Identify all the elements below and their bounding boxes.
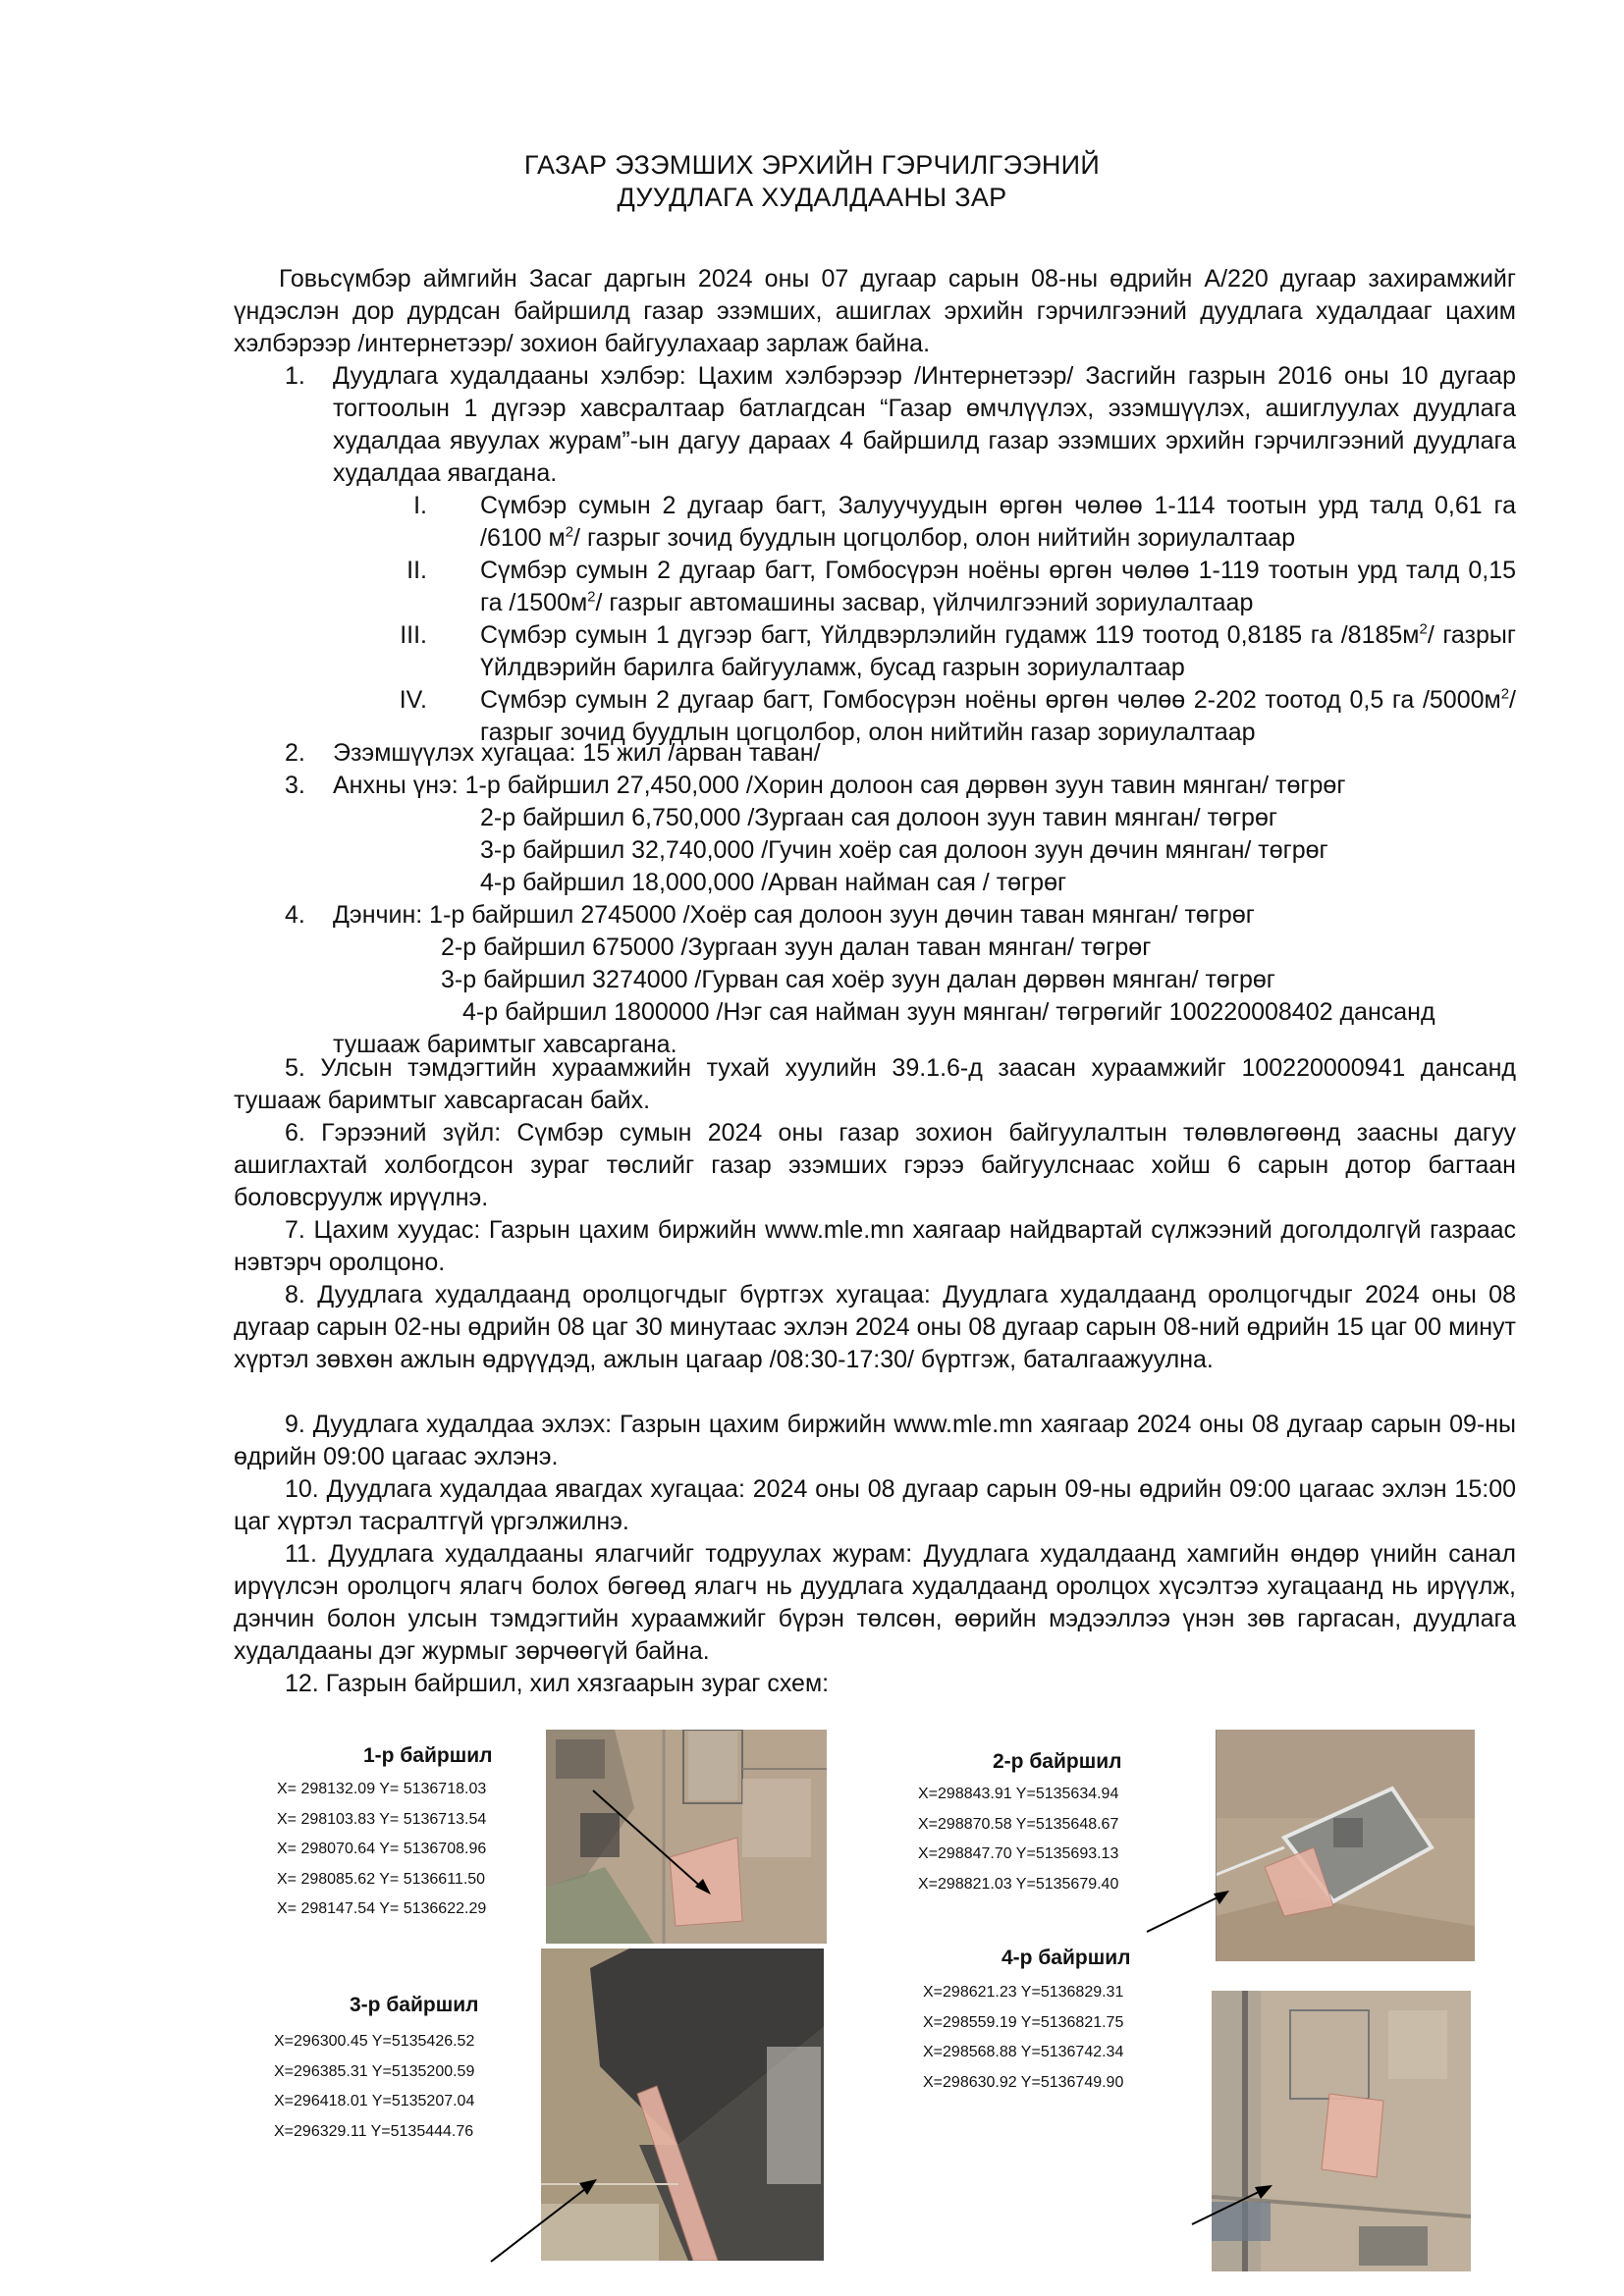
sub-3-number: III. xyxy=(400,621,427,649)
item-5-text: 5. Улсын тэмдэгтийн хураамжийн тухай хуулийн 39.1.6-д заасан хураамжийг 100220000941 дансанд тушааж баримтыг хавсаргасан байх. xyxy=(234,1054,1516,1114)
sub-1-text: Сүмбэр сумын 2 дугаар багт, Залуучуудын өргөн чөлөө 1-114 тоотын урд талд 0,61 га /6100 $м^2/$ газрыг зочид буудлын цогцолбор, олон нийтийн зориулалтаар xyxy=(480,492,1516,552)
coordinate: X=298559.19 Y=5136821.75 xyxy=(923,2013,1124,2031)
item-3-line-4: 4-р байршил 18,000,000 /Арван найман сая / төгрөг xyxy=(480,869,1067,896)
item-4-number: 4. xyxy=(285,901,305,929)
item-4-line-1: Дэнчин: 1-р байршил 2745000 /Хоёр сая долоон зуун дөчин таван мянган/ төгрөг xyxy=(333,901,1255,929)
item-4-line-4: 4-р байршил 1800000 /Нэг сая найман зуун мянган/ төгрөгийг 100220008402 дансанд xyxy=(462,998,1435,1026)
coordinate: X=298870.58 Y=5135648.67 xyxy=(918,1815,1119,1833)
location-3-coords xyxy=(274,2027,474,2147)
location-1-title: 1-р байршил xyxy=(363,1744,493,1767)
sub-2-text: Сүмбэр сумын 2 дугаар багт, Гомбосүрэн ноёны өргөн чөлөө 1-119 тоотын урд талд 0,15 га $/1500м^2/$ газрыг автомашины засвар, үйлчилгээний зориулалтаар xyxy=(480,557,1516,616)
item-3-line-2: 2-р байршил 6,750,000 /Зургаан сая долоон зуун тавин мянган/ төгрөг xyxy=(480,804,1277,831)
sub-4-number: IV. xyxy=(399,686,427,714)
coordinate: X= 298103.83 Y= 5136713.54 xyxy=(277,1810,487,1828)
item-8-text: 8. Дуудлага худалдаанд оролцогчдыг бүртгэх хугацаа: Дуудлага худалдаанд оролцогчдыг 2024 оны 08 дугаар сарын 02-ны өдрийн 08 цаг 30 минутаас эхлэн 2024 оны 08 дугаар сарын 08-ний өдрийн 15 цаг 00 минут хүртэл зөвхөн ажлын өдрүүдэд, ажлын цагаар /08:30-17:30/ бүртгэж, баталгаажуулна. xyxy=(234,1281,1516,1373)
item-7-text: 7. Цахим хуудас: Газрын цахим биржийн www.mle.mn хаягаар найдвартай сүлжээний доголдолгүй газраас нэвтэрч оролцоно. xyxy=(234,1216,1516,1276)
location-1-coords xyxy=(277,1775,486,1925)
location-3-title: 3-р байршил xyxy=(350,1994,479,2016)
title-line-2: ДУУДЛАГА ХУДАЛДААНЫ ЗАР xyxy=(617,183,1007,212)
item-9-text: 9. Дуудлага худалдаа эхлэх: Газрын цахим биржийн www.mle.mn хаягаар 2024 оны 08 дугаар сарын 09-ны өдрийн 09:00 цагаас эхлэнэ. xyxy=(234,1411,1516,1470)
item-3-line-3: 3-р байршил 32,740,000 /Гучин хоёр сая долоон зуун дөчин мянган/ төгрөг xyxy=(480,836,1328,864)
title-line-1: ГАЗАР ЭЗЭМШИХ ЭРХИЙН ГЭРЧИЛГЭЭНИЙ xyxy=(523,150,1101,180)
location-4-coords xyxy=(923,1978,1123,2098)
item-2-number: 2. xyxy=(285,739,305,767)
location-3-arrow xyxy=(489,2177,601,2264)
coordinate: X= 298085.62 Y= 5136611.50 xyxy=(277,1870,486,1888)
coordinate: X=296385.31 Y=5135200.59 xyxy=(274,2062,475,2080)
location-2-title: 2-р байршил xyxy=(993,1750,1122,1773)
sub-2-number: II. xyxy=(406,557,427,584)
item-4-line-2: 2-р байршил 675000 /Зургаан зуун далан таван мянган/ төгрөг xyxy=(441,934,1152,961)
intro-paragraph: Говьсүмбэр аймгийн Засаг даргын 2024 оны 07 дугаар сарын 08-ны өдрийн А/220 дугаар захирамжийг үндэслэн дор дурдсан байршилд газар эзэмших, ашиглах эрхийн гэрчилгээний дуудлага худалдааг цахим хэлбэрээр /интернетээр/ зохион байгуулахаар зарлаж байна. xyxy=(234,265,1516,357)
coordinate: X= 298070.64 Y= 5136708.96 xyxy=(277,1841,487,1857)
item-4-line-5: тушааж баримтыг хавсаргана. xyxy=(333,1031,677,1058)
location-4-arrow xyxy=(1190,2183,1274,2226)
location-4-map-image xyxy=(1212,1991,1471,2271)
coordinate: X=298630.92 Y=5136749.90 xyxy=(923,2073,1124,2091)
coordinate: X=298621.23 Y=5136829.31 xyxy=(923,1984,1124,2001)
location-2-coords xyxy=(918,1780,1118,1899)
coordinate: X=298847.70 Y=5135693.13 xyxy=(918,1845,1119,1862)
item-3-line-1: Анхны үнэ: 1-р байршил 27,450,000 /Хорин долоон сая дөрвөн зуун тавин мянган/ төгрөг xyxy=(333,772,1346,799)
sub-3-text: Сүмбэр сумын 1 дүгээр багт, Үйлдвэрлэлийн гудамж 119 тоотод 0,8185 га $/8185м^2/$ газрыг Үйлдвэрийн барилга байгууламж, бусад газрын зориулалтаар xyxy=(480,620,1516,681)
coordinate: X=298843.91 Y=5135634.94 xyxy=(918,1786,1119,1802)
item-4-line-3: 3-р байршил 3274000 /Гурван сая хоёр зуун далан дөрвөн мянган/ төгрөг xyxy=(441,966,1275,993)
coordinate: X=296418.01 Y=5135207.04 xyxy=(274,2093,475,2109)
page-title xyxy=(0,149,1624,214)
item-1-text: Дуудлага худалдааны хэлбэр: Цахим хэлбэрээр /Интернетээр/ Засгийн газрын 2016 оны 10 дугаар тогтоолын 1 дүгээр хавсралтаар батлагдсан “Газар өмчлүүлэх, эзэмшүүлэх, ашиглуулах дуудлага худалдаа явуулах журам”-ын дагуу дараах 4 байршилд газар эзэмших эрхийн гэрчилгээний дуудлага худалдаа явагдана. xyxy=(333,362,1516,487)
location-2-arrow xyxy=(1145,1887,1233,1934)
item-12-text: 12. Газрын байршил, хил хязгаарын зураг схем: xyxy=(285,1670,830,1697)
item-11-text: 11. Дуудлага худалдааны ялагчийг тодруулах журам: Дуудлага худалдаанд хамгийн өндөр үнийн санал ирүүлсэн оролцогч ялагч болох бөгөөд ялагч нь дуудлага худалдаанд оролцох хүсэлтээ хугацаанд нь ирүүлж, дэнчин болон улсын тэмдэгтийн хураамжийг бүрэн төлсөн, өөрийн мэдээллээ үнэн зөв гаргасан, дуудлага худалдааны дэг журмыг зөрчөөгүй байна. xyxy=(234,1540,1516,1665)
location-1-map-image xyxy=(546,1730,827,1944)
item-1-number: 1. xyxy=(285,362,305,390)
item-3-number: 3. xyxy=(285,772,305,799)
location-4-title: 4-р байршил xyxy=(1001,1947,1131,1969)
sub-4-text: Сүмбэр сумын 2 дугаар багт, Гомбосүрэн ноёны өргөн чөлөө 2-202 тоотод 0,5 га $/5000м^2/$ газрыг зочид буудлын цогцолбор, олон нийтийн газар зориулалтаар xyxy=(480,685,1516,746)
sub-1-number: I. xyxy=(413,492,427,519)
item-6-text: 6. Гэрээний зүйл: Сүмбэр сумын 2024 оны газар зохион байгуулалтын төлөвлөгөөнд заасны дагуу ашиглахтай холбогдсон зураг төслийг газар эзэмших гэрээ байгуулснаас хойш 6 сарын дотор багтаан боловсруулж ирүүлнэ. xyxy=(234,1119,1516,1211)
coordinate: X=298568.88 Y=5136742.34 xyxy=(923,2044,1124,2060)
location-2-map-image xyxy=(1216,1730,1475,1961)
coordinate: X= 298147.54 Y= 5136622.29 xyxy=(277,1900,487,1917)
coordinate: X=296329.11 Y=5135444.76 xyxy=(274,2122,474,2140)
item-2-text: Эзэмшүүлэх хугацаа: 15 жил /арван таван/ xyxy=(333,739,821,767)
coordinate: X=296300.45 Y=5135426.52 xyxy=(274,2033,475,2050)
coordinate: X=298821.03 Y=5135679.40 xyxy=(918,1875,1119,1893)
item-10-text: 10. Дуудлага худалдаа явагдах хугацаа: 2024 оны 08 дугаар сарын 09-ны өдрийн 09:00 цагаас эхлэн 15:00 цаг хүртэл тасралтгүй үргэлжилнэ. xyxy=(234,1475,1516,1535)
coordinate: X= 298132.09 Y= 5136718.03 xyxy=(277,1781,487,1797)
